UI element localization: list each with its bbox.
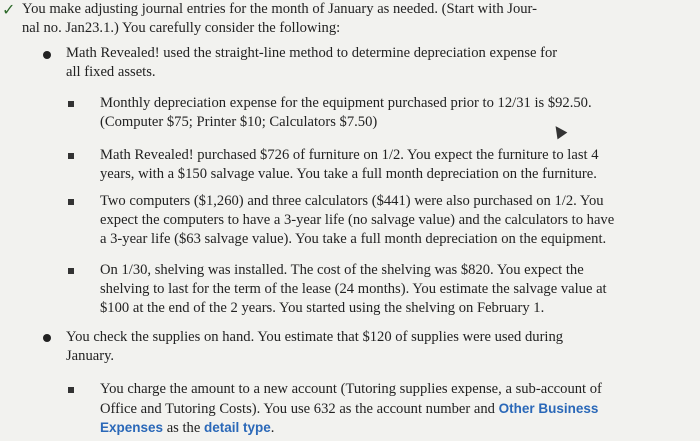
- square-bullet-icon: [68, 153, 74, 159]
- bullet-dot-icon: [43, 51, 51, 59]
- bullet1-line-2: all fixed assets.: [66, 64, 156, 80]
- sub4-line-3: $100 at the end of the 2 years. You started using the shelving on February 1.: [100, 300, 545, 316]
- sub4-line-1: On 1/30, shelving was installed. The cost of the shelving was $820. You expect the: [100, 262, 584, 278]
- checkmark-icon: ✓: [2, 0, 16, 19]
- sub5-line-3: Expenses as the detail type.: [100, 420, 275, 436]
- sub4-line-2: shelving to last for the term of the lease (24 months). You estimate the salvage value at: [100, 281, 607, 297]
- square-bullet-icon: [68, 268, 74, 274]
- sub1-line-2: (Computer $75; Printer $10; Calculators $7.50): [100, 114, 378, 130]
- mouse-cursor-icon: [551, 123, 568, 140]
- bullet1-line-1: Math Revealed! used the straight-line method to determine depreciation expense for: [66, 45, 558, 61]
- sub2-line-1: Math Revealed! purchased $726 of furniture on 1/2. You expect the furniture to last 4: [100, 147, 599, 163]
- other-business-link[interactable]: Other Business: [498, 401, 599, 416]
- sub3-line-2: expect the computers to have a 3-year life (no salvage value) and the calculators to have: [100, 212, 615, 228]
- sub5-line-2: Office and Tutoring Costs). You use 632 as the account number and Other Business: [100, 401, 599, 417]
- sub3-line-1: Two computers ($1,260) and three calculators ($441) were also purchased on 1/2. You: [100, 193, 604, 209]
- expenses-link[interactable]: Expenses: [100, 420, 164, 435]
- sub1-line-1: Monthly depreciation expense for the equipment purchased prior to 12/31 is $92.50.: [100, 95, 592, 111]
- square-bullet-icon: [68, 101, 74, 107]
- sub3-line-3: a 3-year life ($63 salvage value). You take a full month depreciation on the equipment.: [100, 231, 607, 247]
- bullet2-line-2: January.: [66, 348, 115, 364]
- sub5-line-1: You charge the amount to a new account (Tutoring supplies expense, a sub-account of: [100, 381, 602, 397]
- square-bullet-icon: [68, 387, 74, 393]
- square-bullet-icon: [68, 199, 74, 205]
- intro-line-2: nal no. Jan23.1.) You carefully consider the following:: [22, 20, 341, 36]
- bullet-dot-icon: [43, 334, 51, 342]
- document-page: ✓ You make adjusting journal entries for the month of January as needed. (Start with Jour- nal no. Jan23.1.) You carefully consider the following: Math Revealed! used the straight-line method to determine depreciation expense for all fixed assets. Monthly depreciation expense for the equipment purchased prior to 12/31 is $92.50. (Computer $75; Printer $10; Calculators $7.50) Math Revealed! purchased $726 of furniture on 1/2. You expect the furniture to last 4 years, with a $150 salvage value. You take a full month depreciation on the furniture. Two computers ($1,260) and three calculators ($441) were also purchased on 1/2. You expect the computers to have a 3-year life (no salvage value) and the calculators to have a 3-year life ($63 salvage value). You take a full month depreciation on the equipment. On 1/30, shelving was installed. The cost of the shelving was $820. You expect the shelving to last for the term of the lease (24 months). You estimate the salvage value at $100 at the end of the 2 years. You started using the shelving on February 1. You check the supplies on hand. You estimate that $120 of supplies were used during January. You charge the amount to a new account (Tutoring supplies expense, a sub-account of Office and Tutoring Costs). You use 632 as the account number and Other Business Expenses as the detail type.: [2, 0, 615, 436]
- detail-type-link[interactable]: detail type: [203, 420, 271, 435]
- sub2-line-2: years, with a $150 salvage value. You take a full month depreciation on the furniture.: [100, 166, 597, 182]
- bullet2-line-1: You check the supplies on hand. You estimate that $120 of supplies were used during: [66, 329, 564, 345]
